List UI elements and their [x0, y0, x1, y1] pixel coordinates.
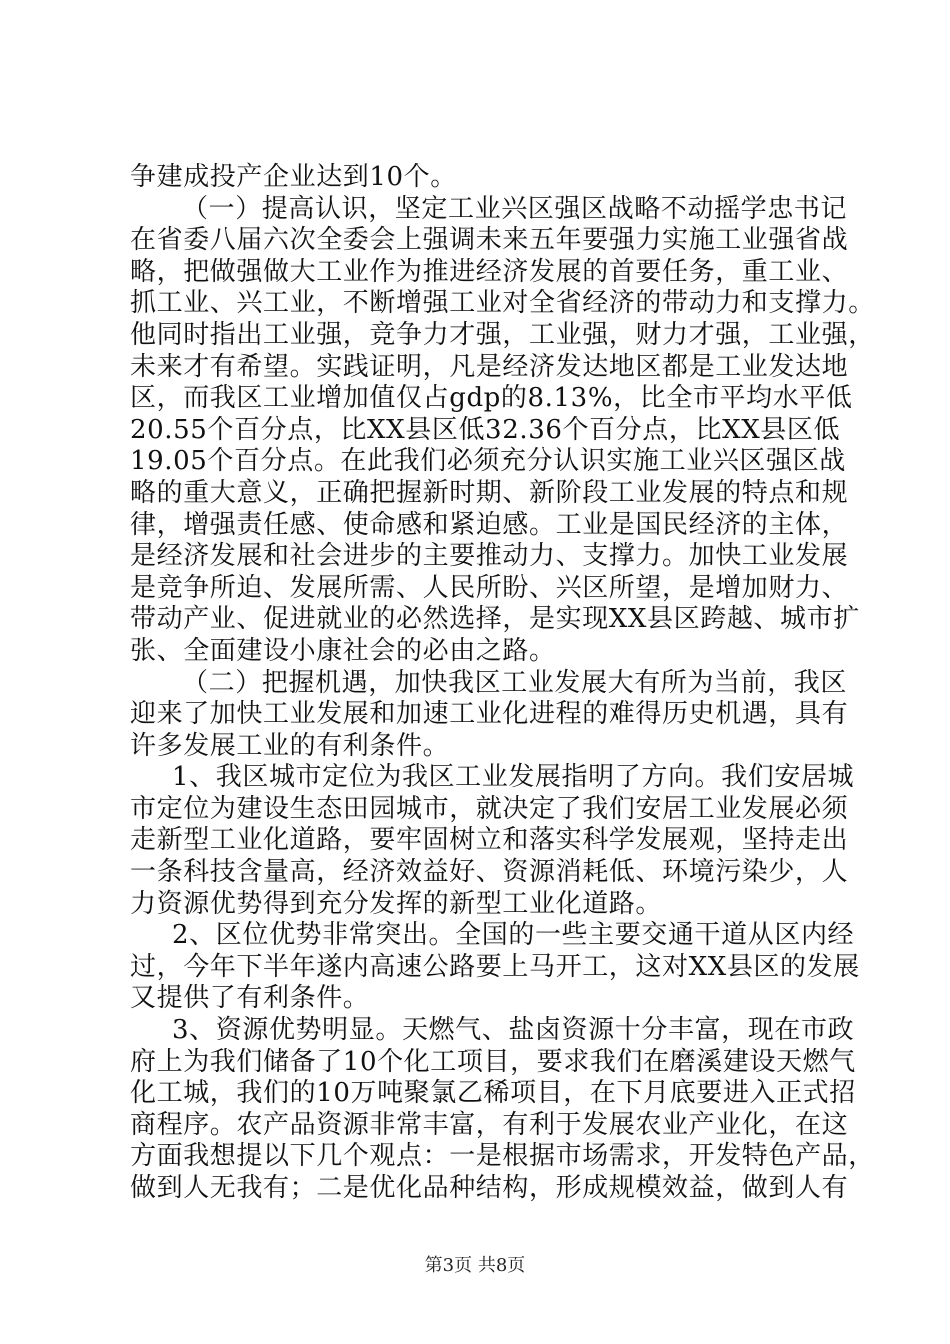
text-line: 化工城，我们的10万吨聚氯乙稀项目，在下月底要进入正式招 — [130, 1078, 856, 1109]
text-line: 略的重大意义，正确把握新时期、新阶段工业发展的特点和规 — [130, 477, 849, 508]
text-line: 走新型工业化道路，要牢固树立和落实科学发展观，坚持走出 — [130, 825, 849, 856]
text-line: 许多发展工业的有利条件。 — [130, 730, 450, 761]
text-line: 过，今年下半年遂内高速公路要上马开工，这对XX县区的发展 — [130, 951, 860, 982]
text-line: 略，把做强做大工业作为推进经济发展的首要任务，重工业、 — [130, 256, 849, 287]
text-line: 迎来了加快工业发展和加速工业化进程的难得历史机遇，具有 — [130, 699, 849, 730]
text-line: 一条科技含量高，经济效益好、资源消耗低、环境污染少，人 — [130, 857, 849, 888]
text-line: 市定位为建设生态田园城市，就决定了我们安居工业发展必须 — [130, 793, 849, 824]
text-line: 区，而我区工业增加值仅占gdp的8.13%，比全市平均水平低 — [130, 383, 853, 414]
text-line: 力资源优势得到充分发挥的新型工业化道路。 — [130, 888, 663, 919]
body-text — [130, 162, 875, 1205]
text-line: 19.05个百分点。在此我们必须充分认识实施工业兴区强区战 — [130, 446, 846, 477]
text-line: 20.55个百分点，比XX县区低32.36个百分点，比XX县区低 — [130, 414, 841, 445]
text-line: 律，增强责任感、使命感和紧迫感。工业是国民经济的主体， — [130, 509, 849, 540]
text-line: 他同时指出工业强，竞争力才强，工业强，财力才强，工业强， — [130, 319, 875, 350]
paragraph-start-line: 1、我区城市定位为我区工业发展指明了方向。我们安居城 — [172, 762, 855, 793]
page-number-footer: 第3页 共8页 — [424, 1255, 526, 1276]
text-line: 争建成投产企业达到10个。 — [130, 162, 457, 192]
text-line: 又提供了有利条件。 — [130, 983, 370, 1014]
text-line: 在省委八届六次全委会上强调未来五年要强力实施工业强省战 — [130, 225, 849, 256]
text-line: 张、全面建设小康社会的必由之路。 — [130, 635, 556, 666]
text-line: 抓工业、兴工业，不断增强工业对全省经济的带动力和支撑力。 — [130, 288, 875, 319]
text-line: 是竞争所迫、发展所需、人民所盼、兴区所望，是增加财力、 — [130, 572, 849, 603]
paragraph-start-line: （二）把握机遇，加快我区工业发展大有所为当前，我区 — [182, 667, 848, 698]
paragraph-start-line: 2、区位优势非常突出。全国的一些主要交通干道从区内经 — [172, 920, 855, 951]
text-line: 府上为我们储备了10个化工项目，要求我们在磨溪建设天燃气 — [130, 1046, 856, 1077]
text-line: 做到人无我有；二是优化品种结构，形成规模效益，做到人有 — [130, 1173, 849, 1203]
paragraph-start-line: 3、资源优势明显。天燃气、盐卤资源十分丰富，现在市政 — [172, 1015, 855, 1046]
paragraph-start-line: （一）提高认识，坚定工业兴区强区战略不动摇学忠书记 — [182, 193, 848, 224]
text-line: 未来才有希望。实践证明，凡是经济发达地区都是工业发达地 — [130, 351, 849, 382]
text-line: 带动产业、促进就业的必然选择，是实现XX县区跨越、城市扩 — [130, 604, 860, 635]
text-line: 方面我想提以下几个观点：一是根据市场需求，开发特色产品， — [130, 1141, 875, 1172]
text-line: 是经济发展和社会进步的主要推动力、支撑力。加快工业发展 — [130, 541, 849, 572]
text-line: 商程序。农产品资源非常丰富，有利于发展农业产业化，在这 — [130, 1109, 849, 1140]
